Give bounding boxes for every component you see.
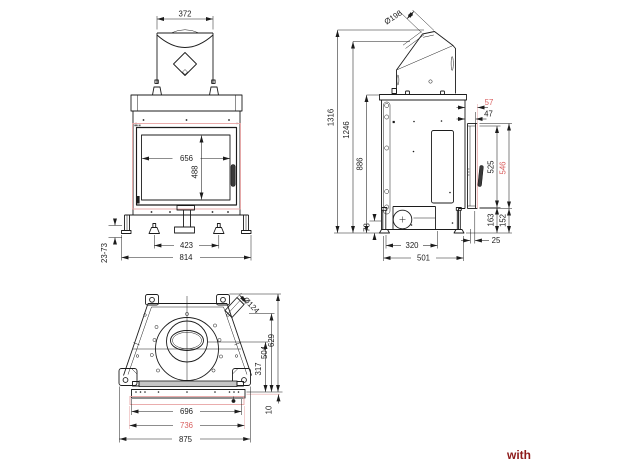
side-body bbox=[380, 95, 467, 234]
dim-front-glass-width: 656 bbox=[179, 154, 194, 164]
side-flue-pipe bbox=[392, 32, 456, 95]
dim-front-foot-range: 23-73 bbox=[100, 243, 109, 263]
dim-top-frame-gap: 10 bbox=[264, 405, 274, 415]
dim-side-frame-height-outer: 546 bbox=[498, 161, 508, 175]
dim-side-front-offset: 25 bbox=[491, 236, 501, 245]
handle-top-view bbox=[232, 399, 236, 403]
dim-side-foot-spacing: 320 bbox=[405, 241, 419, 251]
dim-top-depth-spigot: 504 bbox=[260, 345, 269, 360]
dim-side-base-height-front: 152 bbox=[498, 213, 508, 228]
side-view bbox=[327, 8, 513, 262]
dim-front-glass-height: 488 bbox=[190, 165, 200, 179]
dim-front-foot-spacing: 423 bbox=[179, 241, 194, 251]
dim-top-spigot-diameter: Ø124 bbox=[241, 295, 262, 316]
adjustable-foot bbox=[214, 228, 225, 234]
front-view bbox=[100, 10, 251, 263]
front-base bbox=[122, 206, 252, 234]
front-flue-hood bbox=[153, 30, 219, 95]
dim-top-frame-width-outer: 736 bbox=[179, 421, 194, 431]
dim-side-frame-offset-outer: 57 bbox=[484, 98, 494, 107]
dim-top-depth-center: 317 bbox=[254, 362, 263, 376]
dim-side-secondary-height: 1246 bbox=[342, 121, 351, 139]
top-view bbox=[119, 293, 283, 444]
dim-front-top-width: 372 bbox=[178, 9, 192, 19]
dim-side-body-height: 886 bbox=[355, 157, 365, 171]
dim-top-overall-width: 875 bbox=[178, 434, 193, 444]
adjustable-foot bbox=[149, 228, 160, 234]
door-handle bbox=[231, 165, 235, 187]
front-frame-outline-red bbox=[133, 124, 241, 210]
dim-side-body-depth: 501 bbox=[416, 253, 431, 263]
dim-side-frame-offset: 47 bbox=[484, 109, 493, 119]
dim-side-foot-height: 78 bbox=[362, 223, 372, 232]
top-body bbox=[119, 295, 252, 405]
front-door-glass bbox=[142, 135, 231, 200]
caption-with: with bbox=[507, 448, 531, 460]
front-top-plate bbox=[131, 95, 242, 111]
dim-top-depth-total: 629 bbox=[267, 333, 276, 348]
front-door-frame bbox=[137, 128, 237, 206]
dim-side-base-height: 163 bbox=[486, 213, 496, 227]
dim-top-frame-width: 696 bbox=[179, 407, 194, 417]
door-handle-side bbox=[478, 165, 484, 186]
dim-front-overall-width: 814 bbox=[179, 253, 193, 263]
dim-side-total-height: 1316 bbox=[326, 108, 336, 127]
dim-side-flue-diameter: Ø198 bbox=[382, 8, 404, 27]
hinge-mark bbox=[137, 196, 140, 204]
diamond-vent bbox=[174, 53, 197, 76]
dim-side-frame-height: 525 bbox=[486, 160, 496, 174]
side-door-edge bbox=[468, 124, 484, 209]
